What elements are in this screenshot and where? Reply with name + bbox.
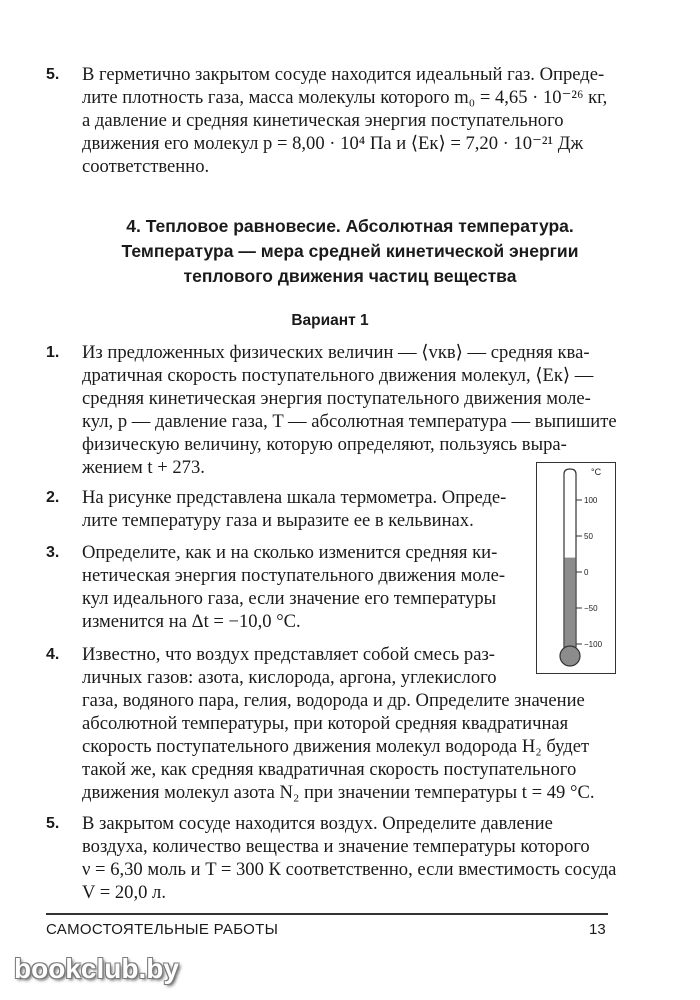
tick-label: −100 — [584, 640, 603, 649]
text-line: а давление и средняя кинетическая энергия поступательного — [82, 110, 564, 131]
page-number: 13 — [589, 921, 606, 938]
text-line: движения его молекул p = 8,00 · 10⁴ Па и ⟨Eк⟩ = 7,20 · 10⁻²¹ Дж — [82, 133, 584, 154]
text-line: жением t + 273. — [82, 457, 205, 478]
text-line: скорость поступательного движения молекул водорода H₂ будет — [82, 736, 590, 757]
text-line: такой же, как средняя квадратичная скорость поступательного — [82, 759, 577, 780]
heading-line: Температура — мера средней кинетической энергии — [121, 241, 579, 261]
text-line: кул идеального газа, если значение его температуры — [82, 588, 497, 609]
task-number: 5. — [46, 815, 60, 832]
unit-label: °С — [591, 467, 602, 477]
task-number: 4. — [46, 646, 60, 663]
text-line: В герметично закрытом сосуде находится идеальный газ. Опреде- — [82, 64, 605, 85]
text-line: лите плотность газа, масса молекулы которого m₀ = 4,65 · 10⁻²⁶ кг, — [82, 87, 608, 108]
text-line: движения молекул азота N₂ при значении температуры t = 49 °С. — [82, 782, 595, 803]
heading-line: теплового движения частиц вещества — [183, 266, 517, 286]
text-line: Из предложенных физических величин — ⟨vкв⟩ — средняя ква- — [82, 342, 590, 363]
text-line: соответственно. — [82, 156, 210, 177]
footer-title: САМОСТОЯТЕЛЬНЫЕ РАБОТЫ — [46, 921, 279, 938]
text-line: газа, водяного пара, гелия, водорода и др. Определите значение — [82, 690, 585, 711]
text-line: На рисунке представлена шкала термометра. Опреде- — [82, 487, 507, 508]
tick-label: 100 — [584, 496, 598, 505]
thermometer-figure — [536, 462, 616, 674]
task-number: 1. — [46, 344, 60, 361]
text-line: личных газов: азота, кислорода, аргона, углекислого — [82, 667, 497, 688]
footer-rule — [46, 913, 608, 915]
text-line: Известно, что воздух представляет собой смесь раз- — [82, 644, 495, 665]
text-line: изменится на Δt = −10,0 °С. — [82, 611, 301, 632]
watermark-logo: bookclub.by — [14, 953, 179, 984]
text-line: дратичная скорость поступательного движения молекул, ⟨Eк⟩ — — [82, 365, 594, 386]
variant-label: Вариант 1 — [291, 312, 369, 329]
tick-label: 0 — [584, 568, 589, 577]
task-number: 5. — [46, 66, 60, 83]
text-line: Определите, как и на сколько изменится средняя ки- — [82, 542, 498, 563]
text-line: лите температуру газа и выразите ее в кельвинах. — [82, 510, 474, 531]
thermometer-bulb — [560, 646, 580, 666]
text-line: абсолютной температуры, при которой средняя квадратичная — [82, 713, 569, 734]
text-line: физическую величину, которую определяют, пользуясь выра- — [82, 434, 567, 455]
tick-label: 50 — [584, 532, 593, 541]
text-line: средняя кинетическая энергия поступательного движения моле- — [82, 388, 591, 409]
task-number: 3. — [46, 544, 60, 561]
text-line: ν = 6,30 моль и T = 300 К соответственно, если вместимость сосуда — [82, 859, 617, 880]
text-line: нетическая энергия поступательного движения моле- — [82, 565, 506, 586]
text-line: кул, p — давление газа, T — абсолютная температура — выпишите — [82, 411, 617, 432]
text-line: V = 20,0 л. — [82, 882, 166, 903]
text-line: В закрытом сосуде находится воздух. Определите давление — [82, 813, 553, 834]
tick-label: −50 — [584, 604, 598, 613]
text-line: воздуха, количество вещества и значение температуры которого — [82, 836, 590, 857]
mercury-column — [565, 558, 576, 656]
heading-line: 4. Тепловое равновесие. Абсолютная температура. — [126, 216, 574, 236]
task-number: 2. — [46, 489, 60, 506]
